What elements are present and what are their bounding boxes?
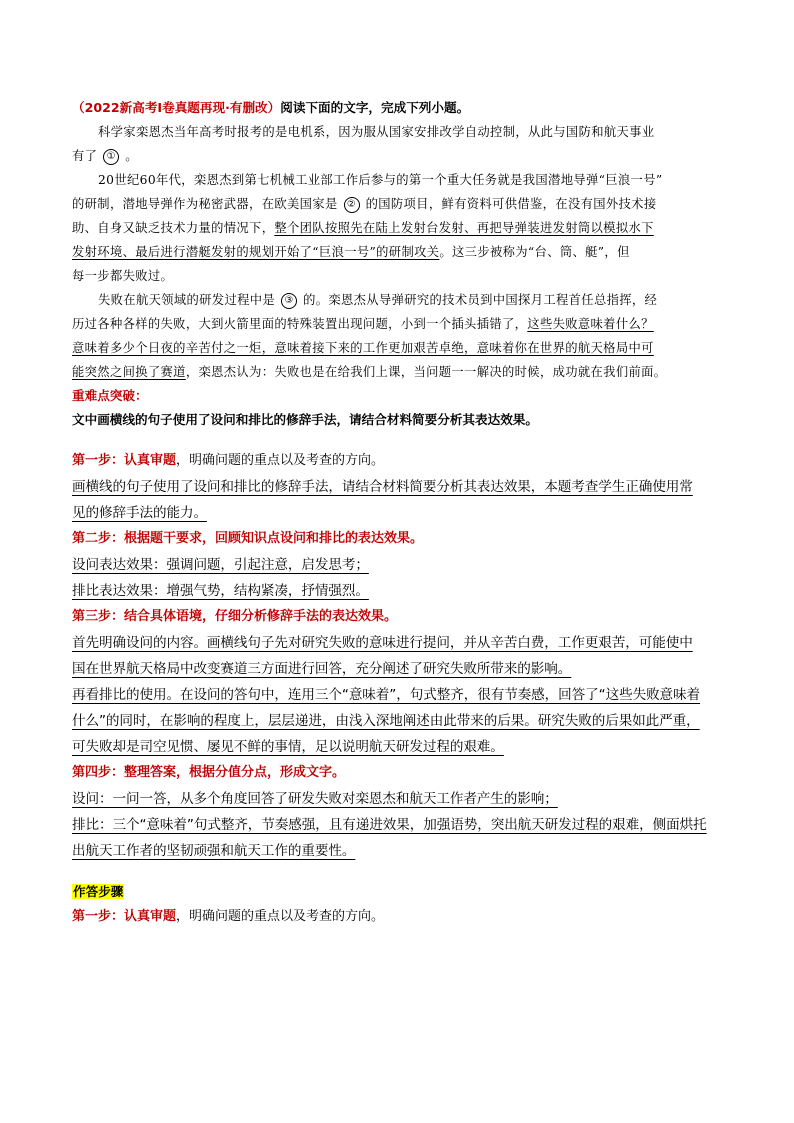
- answer-line: 画横线的句子使用了设问和排比的修辞手法，请结合材料简要分析其表达效果，本题考查学生正确使用常: [72, 479, 693, 495]
- answer-steps-label: 作答步骤: [73, 884, 124, 899]
- answer-line: 国在世界航天格局中改变赛道三方面进行回答，充分阐述了研究失败所带来的影响。: [72, 661, 572, 677]
- blank-1: ①: [97, 144, 125, 168]
- passage-line: 20世纪60年代，栾恩杰到第七机械工业部工作后参与的第一个重大任务就是我国潜地导弹“巨浪一号”: [98, 173, 663, 187]
- answer-line: 首先明确设问的内容。画横线句子先对研究失败的意味进行提问，并从辛苦白费，工作更艰苦，可能使中: [72, 635, 693, 651]
- step-4-title: 第四步：整理答案，根据分值分点，形成文字。: [72, 765, 346, 780]
- passage-line: 能突然之间换了赛道，栾恩杰认为：失败也是在给我们上课，当问题一一解决的时候，成功就在我们前面。: [72, 365, 667, 379]
- passage-line: 科学家栾恩杰当年高考时报考的是电机系，因为服从国家安排改学自动控制，从此与国防和航天事业: [98, 125, 655, 139]
- question-prompt: 文中画横线的句子使用了设问和排比的修辞手法，请结合材料简要分析其表达效果。: [72, 412, 538, 427]
- underlined-sentence: 意味着多少个日夜的辛苦付之一炬，意味着接下来的工作更加艰苦卓绝，意味着你在世界的航天格局中可: [72, 341, 654, 355]
- answer-line: 可失败却是司空见惯、屡见不鲜的事情，足以说明航天研发过程的艰难。: [72, 739, 504, 755]
- blank-2: ②: [338, 192, 366, 216]
- passage-line: 的研制，潜地导弹作为秘密武器，在欧美国家是 ② 的国防项目，鲜有资料可供借鉴，在没有国外技术接: [72, 192, 724, 216]
- step-3-title: 第三步：结合具体语境，仔细分析修辞手法的表达效果。: [72, 609, 398, 624]
- question-header: [72, 96, 724, 120]
- answer-line: 出航天工作者的坚韧顽强和航天工作的重要性。: [72, 843, 356, 859]
- step-1-title: 第一步：认真审题，明确问题的重点以及考查的方向。: [72, 453, 385, 468]
- passage-line: 失败在航天领域的研发过程中是 ③ 的。栾恩杰从导弹研究的技术员到中国探月工程首任总指挥，经: [72, 288, 724, 312]
- answer-line: 排比：三个“意味着”句式整齐，节奏感强，且有递进效果，加强语势，突出航天研发过程的艰难，侧面烘托: [72, 817, 707, 833]
- passage-line: 发射环境、最后进行潜艇发射的规划开始了“巨浪一号”的研制攻关。这三步被称为“台、筒、艇”，但: [72, 245, 630, 259]
- answer-line: 再看排比的使用。在设问的答句中，连用三个“意味着”，句式整齐，很有节奏感，回答了“这些失败意味着: [72, 687, 701, 703]
- answer-line: 什么”的同时，在影响的程度上，层层递进，由浅入深地阐述由此带来的后果。研究失败的后果如此严重，: [72, 713, 700, 729]
- answer-step-1-title: 第一步：认真审题，明确问题的重点以及考查的方向。: [72, 909, 385, 924]
- answer-line: 见的修辞手法的能力。: [72, 505, 207, 521]
- question-instruction: 阅读下面的文字，完成下列小题。: [280, 100, 470, 115]
- underlined-sentence: 发射环境、最后进行潜艇发射的规划开始了“巨浪一号”的研制攻关: [72, 245, 440, 259]
- passage-line: 助、自身又缺乏技术力量的情况下，整个团队按照先在陆上发射台发射、再把导弹装进发射筒以模拟水下: [72, 221, 654, 235]
- breakthrough-heading: 重难点突破：: [72, 388, 148, 403]
- answer-line: 排比表达效果：增强气势，结构紧凑，抒情强烈。: [72, 583, 369, 599]
- passage-line: 历过各种各样的失败，大到火箭里面的特殊装置出现问题，小到一个插头插错了，这些失败意味着什么？: [72, 317, 654, 331]
- step-2-title: 第二步：根据题干要求，回顾知识点设问和排比的表达效果。: [72, 531, 424, 546]
- document-page: [72, 96, 724, 930]
- question-source: （2022新高考Ⅰ卷真题再现·有删改）: [72, 100, 281, 115]
- blank-3: ③: [275, 288, 303, 312]
- passage-line: 每一步都失败过。: [72, 269, 174, 283]
- underlined-sentence: 这些失败意味着什么？: [527, 317, 654, 331]
- underlined-sentence: 整个团队按照先在陆上发射台发射、再把导弹装进发射筒以模拟水下: [274, 221, 654, 235]
- passage-line: [72, 336, 724, 360]
- answer-line: 设问表达效果：强调问题，引起注意，启发思考；: [72, 557, 369, 573]
- underlined-sentence: 能突然之间换了赛道: [72, 365, 186, 379]
- answer-steps-heading: [72, 880, 724, 904]
- passage-line: 有了 ① 。: [72, 144, 724, 168]
- answer-line: 设问：一问一答，从多个角度回答了研发失败对栾恩杰和航天工作者产生的影响；: [72, 791, 558, 807]
